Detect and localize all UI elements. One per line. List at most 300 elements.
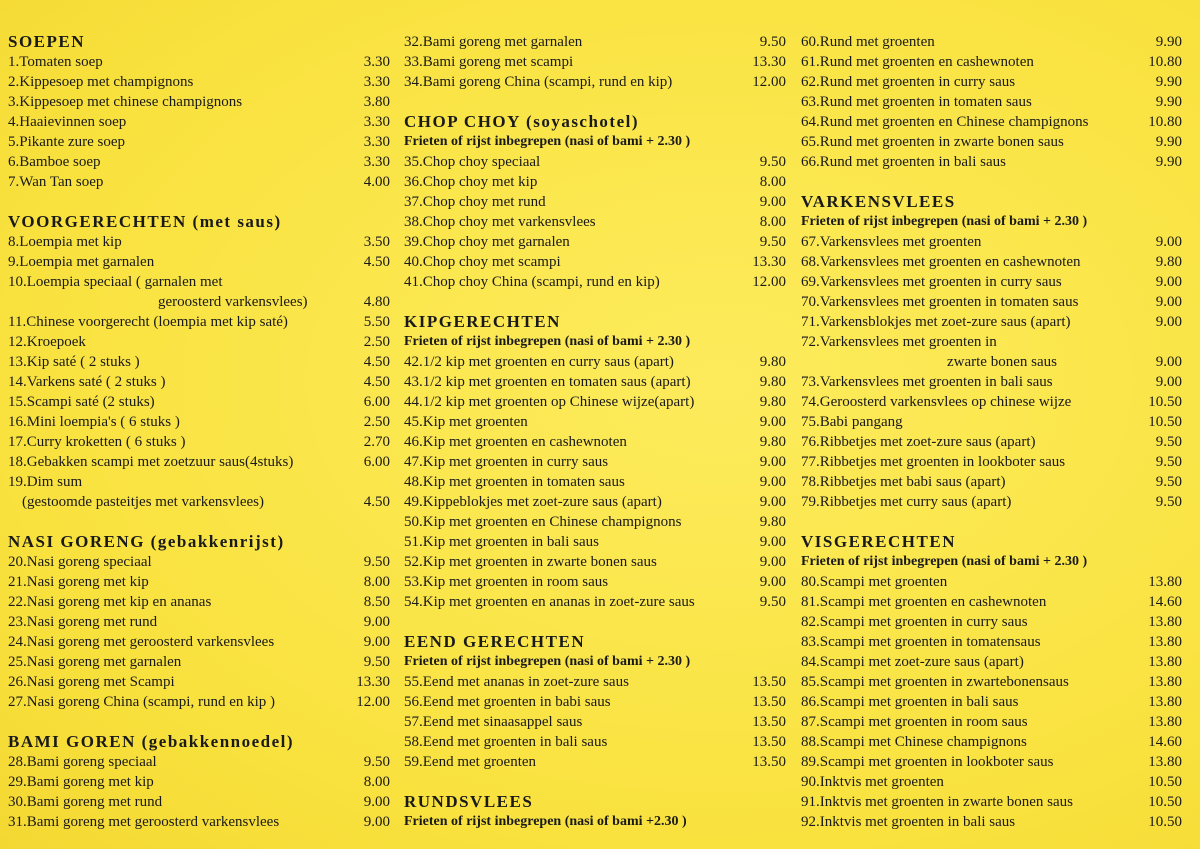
menu-item-price: 9.90 xyxy=(1155,134,1182,150)
section-soepen xyxy=(8,52,390,192)
menu-item xyxy=(801,652,1182,672)
menu-item-name: 83.Scampi met groenten in tomatensaus xyxy=(801,634,1041,650)
menu-item-name: 67.Varkensvlees met groenten xyxy=(801,234,982,250)
menu-item-name: 82.Scampi met groenten in curry saus xyxy=(801,614,1028,630)
menu-item-price: 3.30 xyxy=(363,54,390,70)
menu-item-price: 12.00 xyxy=(752,274,786,290)
menu-item-price: 3.30 xyxy=(363,154,390,170)
menu-item xyxy=(8,592,390,612)
menu-item xyxy=(404,232,786,252)
section-title-bami: BAMI GOREN (gebakkennoedel) xyxy=(8,732,295,751)
menu-item-name: 8.Loempia met kip xyxy=(8,234,122,250)
menu-item xyxy=(8,252,390,272)
menu-item-price: 10.50 xyxy=(1148,394,1182,410)
menu-item xyxy=(801,32,1182,52)
menu-item-name: 59.Eend met groenten xyxy=(404,754,537,770)
menu-item-price: 9.00 xyxy=(363,614,390,630)
menu-item-price: 12.00 xyxy=(356,694,390,710)
menu-item-price: 9.50 xyxy=(759,34,786,50)
menu-item xyxy=(404,372,786,392)
menu-item xyxy=(8,52,390,72)
menu-item-name: 73.Varkensvlees met groenten in bali saus xyxy=(801,374,1053,390)
section-chopchoy xyxy=(404,152,786,292)
menu-item-name: 88.Scampi met Chinese champignons xyxy=(801,734,1027,750)
menu-item-price: 8.00 xyxy=(363,774,390,790)
menu-item xyxy=(801,52,1182,72)
menu-item-name: 45.Kip met groenten xyxy=(404,414,528,430)
menu-item-price: 9.00 xyxy=(1155,354,1182,370)
menu-item xyxy=(801,792,1182,812)
section-title-rund: RUNDSVLEES xyxy=(404,792,534,811)
menu-item-name: 64.Rund met groenten en Chinese champignons xyxy=(801,114,1089,130)
menu-item-name: 33.Bami goreng met scampi xyxy=(404,54,574,70)
menu-item xyxy=(404,452,786,472)
menu-item xyxy=(8,172,390,192)
menu-item-price: 4.00 xyxy=(363,174,390,190)
menu-item-price: 13.80 xyxy=(1148,754,1182,770)
menu-item-name: (gestoomde pasteitjes met varkensvlees) xyxy=(22,494,265,510)
menu-item-price: 9.00 xyxy=(363,814,390,830)
section-title-soepen: SOEPEN xyxy=(8,32,86,51)
menu-item xyxy=(801,672,1182,692)
menu-item xyxy=(404,72,786,92)
menu-item-price: 10.50 xyxy=(1148,774,1182,790)
menu-item-name: 21.Nasi goreng met kip xyxy=(8,574,149,590)
menu-item xyxy=(801,432,1182,452)
menu-item-price: 9.00 xyxy=(759,454,786,470)
section-subtitle-rund: Frieten of rijst inbegrepen (nasi of bami +2.30 ) xyxy=(404,814,687,829)
menu-item-name: 71.Varkensblokjes met zoet-zure saus (apart) xyxy=(801,314,1071,330)
menu-item xyxy=(404,212,786,232)
menu-item xyxy=(801,372,1182,392)
menu-item xyxy=(801,452,1182,472)
menu-item xyxy=(8,272,390,292)
section-title-voorgerechten: VOORGERECHTEN (met saus) xyxy=(8,212,282,231)
menu-item xyxy=(8,472,390,492)
menu-item-name: 39.Chop choy met garnalen xyxy=(404,234,570,250)
menu-item-name: 12.Kroepoek xyxy=(8,334,86,350)
menu-item-name: 62.Rund met groenten in curry saus xyxy=(801,74,1016,90)
menu-item-price: 9.50 xyxy=(363,554,390,570)
menu-item-name: 31.Bami goreng met geroosterd varkensvlees xyxy=(8,814,280,830)
menu-item-name: 89.Scampi met groenten in lookboter saus xyxy=(801,754,1054,770)
section-rund xyxy=(801,32,1182,172)
section-varkens xyxy=(801,232,1182,512)
menu-item-price: 10.80 xyxy=(1148,114,1182,130)
menu-item xyxy=(8,772,390,792)
menu-item xyxy=(8,112,390,132)
section-bami xyxy=(8,752,390,832)
menu-item-price: 14.60 xyxy=(1148,594,1182,610)
menu-item-price: 3.30 xyxy=(363,134,390,150)
menu-item xyxy=(801,752,1182,772)
menu-item-name: 19.Dim sum xyxy=(8,474,83,490)
menu-item-name: 72.Varkensvlees met groenten in xyxy=(801,334,997,350)
menu-item-name: 20.Nasi goreng speciaal xyxy=(8,554,152,570)
section-voorgerechten xyxy=(8,232,390,512)
menu-item-price: 9.00 xyxy=(759,574,786,590)
menu-item-price: 12.00 xyxy=(752,74,786,90)
menu-item-price: 9.00 xyxy=(363,794,390,810)
menu-item xyxy=(801,352,1182,372)
menu-item-price: 14.60 xyxy=(1148,734,1182,750)
menu-item-name: 91.Inktvis met groenten in zwarte bonen saus xyxy=(801,794,1074,810)
section-nasi xyxy=(8,552,390,712)
menu-item-name: 50.Kip met groenten en Chinese champignons xyxy=(404,514,682,530)
menu-item-price: 3.30 xyxy=(363,74,390,90)
menu-item-price: 9.80 xyxy=(759,354,786,370)
menu-item-price: 9.00 xyxy=(363,634,390,650)
menu-column-1 xyxy=(8,32,390,832)
menu-item-name: 68.Varkensvlees met groenten en cashewnoten xyxy=(801,254,1081,270)
menu-item-price: 13.50 xyxy=(752,714,786,730)
menu-item-name: 49.Kippeblokjes met zoet-zure saus (apart) xyxy=(404,494,662,510)
menu-item xyxy=(8,132,390,152)
menu-item xyxy=(801,732,1182,752)
menu-item-name: 66.Rund met groenten in bali saus xyxy=(801,154,1006,170)
menu-item-name: 3.Kippesoep met chinese champignons xyxy=(8,94,243,110)
menu-item-price: 9.50 xyxy=(1155,454,1182,470)
section-subtitle-chopchoy: Frieten of rijst inbegrepen (nasi of bami + 2.30 ) xyxy=(404,134,691,149)
menu-item xyxy=(801,472,1182,492)
menu-item-price: 9.00 xyxy=(759,474,786,490)
menu-item-price: 13.30 xyxy=(752,254,786,270)
menu-item-price: 5.50 xyxy=(363,314,390,330)
menu-item-name: 16.Mini loempia's ( 6 stuks ) xyxy=(8,414,180,430)
menu-item-name: 41.Chop choy China (scampi, rund en kip) xyxy=(404,274,660,290)
menu-item-price: 13.30 xyxy=(752,54,786,70)
menu-item xyxy=(801,392,1182,412)
menu-item-name: 35.Chop choy speciaal xyxy=(404,154,541,170)
menu-item-price: 9.50 xyxy=(1155,494,1182,510)
menu-item xyxy=(8,232,390,252)
section-vis xyxy=(801,572,1182,832)
menu-item-price: 13.30 xyxy=(356,674,390,690)
menu-item-price: 13.80 xyxy=(1148,614,1182,630)
menu-item-name: 18.Gebakken scampi met zoetzuur saus(4stuks) xyxy=(8,454,294,470)
menu-item xyxy=(404,412,786,432)
menu-item-name: 80.Scampi met groenten xyxy=(801,574,948,590)
menu-item xyxy=(404,692,786,712)
section-title-nasi: NASI GORENG (gebakkenrijst) xyxy=(8,532,285,551)
menu-item-price: 9.00 xyxy=(1155,234,1182,250)
menu-item-name: 1.Tomaten soep xyxy=(8,54,103,70)
menu-item-name: 81.Scampi met groenten en cashewnoten xyxy=(801,594,1047,610)
menu-item-name: 5.Pikante zure soep xyxy=(8,134,126,150)
menu-item-name: 28.Bami goreng speciaal xyxy=(8,754,157,770)
menu-item-name: 70.Varkensvlees met groenten in tomaten saus xyxy=(801,294,1079,310)
menu-item-price: 9.50 xyxy=(759,154,786,170)
section-title-vis: VISGERECHTEN xyxy=(801,532,956,551)
menu-item-price: 3.30 xyxy=(363,114,390,130)
menu-item-name: 87.Scampi met groenten in room saus xyxy=(801,714,1028,730)
menu-item-price: 9.80 xyxy=(759,394,786,410)
section-subtitle-kip: Frieten of rijst inbegrepen (nasi of bami + 2.30 ) xyxy=(404,334,691,349)
menu-item xyxy=(8,452,390,472)
menu-item-name: 79.Ribbetjes met curry saus (apart) xyxy=(801,494,1012,510)
menu-item-price: 9.80 xyxy=(759,514,786,530)
menu-item-name: 15.Scampi saté (2 stuks) xyxy=(8,394,155,410)
menu-item-name: 44.1/2 kip met groenten op Chinese wijze(apart) xyxy=(404,394,695,410)
menu-item-price: 9.00 xyxy=(759,534,786,550)
menu-item xyxy=(8,612,390,632)
menu-item xyxy=(404,732,786,752)
menu-item-price: 13.50 xyxy=(752,674,786,690)
menu-item-name: 75.Babi pangang xyxy=(801,414,903,430)
menu-item-name: 32.Bami goreng met garnalen xyxy=(404,34,583,50)
menu-item-name: 63.Rund met groenten in tomaten saus xyxy=(801,94,1032,110)
menu-item-name: 69.Varkensvlees met groenten in curry saus xyxy=(801,274,1062,290)
menu-item xyxy=(404,752,786,772)
menu-item-price: 9.00 xyxy=(1155,294,1182,310)
menu-item xyxy=(8,812,390,832)
section-title-kip: KIPGERECHTEN xyxy=(404,312,561,331)
menu-item-name: 6.Bamboe soep xyxy=(8,154,101,170)
menu-item-price: 9.80 xyxy=(759,374,786,390)
menu-item xyxy=(404,512,786,532)
section-kip xyxy=(404,352,786,612)
menu-item-name: 30.Bami goreng met rund xyxy=(8,794,163,810)
menu-item xyxy=(8,412,390,432)
menu-item-name: 47.Kip met groenten in curry saus xyxy=(404,454,609,470)
menu-item xyxy=(8,292,390,312)
menu-item xyxy=(404,272,786,292)
menu-item xyxy=(404,172,786,192)
menu-item xyxy=(404,532,786,552)
menu-item-name: 92.Inktvis met groenten in bali saus xyxy=(801,814,1016,830)
menu-item-name: 27.Nasi goreng China (scampi, rund en kip ) xyxy=(8,694,276,710)
menu-item-name: 13.Kip saté ( 2 stuks ) xyxy=(8,354,140,370)
menu-item-price: 9.90 xyxy=(1155,74,1182,90)
menu-item-name: 14.Varkens saté ( 2 stuks ) xyxy=(8,374,166,390)
menu-item xyxy=(404,152,786,172)
menu-item-price: 2.50 xyxy=(363,334,390,350)
menu-item-name: 46.Kip met groenten en cashewnoten xyxy=(404,434,627,450)
menu-item-price: 8.00 xyxy=(759,214,786,230)
menu-item-price: 13.50 xyxy=(752,734,786,750)
menu-item-name: 86.Scampi met groenten in bali saus xyxy=(801,694,1019,710)
menu-item xyxy=(801,112,1182,132)
menu-item xyxy=(8,92,390,112)
menu-item xyxy=(8,352,390,372)
menu-item-price: 4.50 xyxy=(363,374,390,390)
menu-item-price: 9.90 xyxy=(1155,34,1182,50)
menu-item xyxy=(8,492,390,512)
menu-item-name: 26.Nasi goreng met Scampi xyxy=(8,674,175,690)
menu-item xyxy=(8,432,390,452)
menu-item-price: 9.50 xyxy=(759,594,786,610)
menu-item-price: 9.00 xyxy=(1155,274,1182,290)
menu-item-name: 17.Curry kroketten ( 6 stuks ) xyxy=(8,434,186,450)
menu-item-name: 11.Chinese voorgerecht (loempia met kip saté) xyxy=(8,314,288,330)
menu-item-price: 8.00 xyxy=(759,174,786,190)
menu-item-price: 9.80 xyxy=(1155,254,1182,270)
menu-item xyxy=(801,132,1182,152)
menu-item-name: 48.Kip met groenten in tomaten saus xyxy=(404,474,625,490)
menu-item xyxy=(801,332,1182,352)
menu-item xyxy=(801,712,1182,732)
menu-item-name: geroosterd varkensvlees) xyxy=(158,294,308,310)
menu-item xyxy=(8,372,390,392)
menu-item xyxy=(8,152,390,172)
menu-item xyxy=(8,632,390,652)
menu-item xyxy=(8,652,390,672)
menu-item-name: 58.Eend met groenten in bali saus xyxy=(404,734,608,750)
menu-item xyxy=(404,52,786,72)
menu-item xyxy=(801,812,1182,832)
menu-item-price: 13.80 xyxy=(1148,574,1182,590)
menu-item-price: 9.50 xyxy=(1155,434,1182,450)
menu-item-name: 61.Rund met groenten en cashewnoten xyxy=(801,54,1034,70)
menu-item xyxy=(801,292,1182,312)
menu-item-name: 65.Rund met groenten in zwarte bonen saus xyxy=(801,134,1064,150)
menu-item xyxy=(801,152,1182,172)
menu-item xyxy=(8,572,390,592)
menu-item xyxy=(8,692,390,712)
menu-item-price: 13.80 xyxy=(1148,714,1182,730)
menu-item xyxy=(801,272,1182,292)
menu-item-name: 42.1/2 kip met groenten en curry saus (apart) xyxy=(404,354,674,370)
menu-item xyxy=(404,352,786,372)
menu-item xyxy=(801,632,1182,652)
menu-item-price: 4.80 xyxy=(363,294,390,310)
menu-item-price: 6.00 xyxy=(363,394,390,410)
menu-item-price: 9.50 xyxy=(759,234,786,250)
menu-item-name: 54.Kip met groenten en ananas in zoet-zure saus xyxy=(404,594,695,610)
menu-item xyxy=(8,552,390,572)
menu-item xyxy=(801,412,1182,432)
menu-item xyxy=(404,392,786,412)
menu-item xyxy=(404,192,786,212)
menu-item-name: 90.Inktvis met groenten xyxy=(801,774,944,790)
menu-item-name: 4.Haaievinnen soep xyxy=(8,114,127,130)
menu-item-name: 74.Geroosterd varkensvlees op chinese wijze xyxy=(801,394,1072,410)
menu-item-name: 23.Nasi goreng met rund xyxy=(8,614,158,630)
menu-item xyxy=(404,472,786,492)
menu-item-name: 34.Bami goreng China (scampi, rund en kip) xyxy=(404,74,673,90)
section-subtitle-varkens: Frieten of rijst inbegrepen (nasi of bami + 2.30 ) xyxy=(801,214,1088,229)
menu-item xyxy=(404,672,786,692)
menu-item-name: 51.Kip met groenten in bali saus xyxy=(404,534,599,550)
menu-item-name: 29.Bami goreng met kip xyxy=(8,774,154,790)
menu-item-name: 52.Kip met groenten in zwarte bonen saus xyxy=(404,554,657,570)
menu-item-price: 9.00 xyxy=(759,554,786,570)
section-subtitle-vis: Frieten of rijst inbegrepen (nasi of bami + 2.30 ) xyxy=(801,554,1088,569)
menu-item xyxy=(404,252,786,272)
menu-item xyxy=(801,312,1182,332)
menu-item-price: 10.50 xyxy=(1148,414,1182,430)
menu-item-name: 2.Kippesoep met champignons xyxy=(8,74,194,90)
menu-item-price: 13.80 xyxy=(1148,634,1182,650)
menu-item xyxy=(801,692,1182,712)
menu-item-name: 38.Chop choy met varkensvlees xyxy=(404,214,596,230)
menu-item-name: 60.Rund met groenten xyxy=(801,34,935,50)
menu-item-price: 9.00 xyxy=(759,194,786,210)
menu-item-name: 10.Loempia speciaal ( garnalen met xyxy=(8,274,223,290)
menu-item xyxy=(404,492,786,512)
menu-item-price: 9.00 xyxy=(759,414,786,430)
menu-item xyxy=(8,312,390,332)
menu-item-price: 2.50 xyxy=(363,414,390,430)
menu-item-price: 9.90 xyxy=(1155,154,1182,170)
menu-item-name: 76.Ribbetjes met zoet-zure saus (apart) xyxy=(801,434,1036,450)
menu-item-name: zwarte bonen saus xyxy=(947,354,1057,370)
menu-item xyxy=(801,492,1182,512)
menu-item xyxy=(8,392,390,412)
menu-item-price: 9.80 xyxy=(759,434,786,450)
menu-item-name: 24.Nasi goreng met geroosterd varkensvlees xyxy=(8,634,275,650)
menu-item-price: 10.80 xyxy=(1148,54,1182,70)
menu-item-name: 56.Eend met groenten in babi saus xyxy=(404,694,611,710)
section-title-eend: EEND GERECHTEN xyxy=(404,632,586,651)
menu-item-name: 7.Wan Tan soep xyxy=(8,174,104,190)
menu-item xyxy=(801,572,1182,592)
menu-item-price: 9.90 xyxy=(1155,94,1182,110)
menu-item xyxy=(8,752,390,772)
menu-item-price: 13.80 xyxy=(1148,654,1182,670)
menu-item xyxy=(801,232,1182,252)
menu-item-price: 8.50 xyxy=(363,594,390,610)
menu-item xyxy=(801,772,1182,792)
menu-item xyxy=(404,572,786,592)
menu-item xyxy=(404,712,786,732)
menu-item xyxy=(404,432,786,452)
menu-item-price: 2.70 xyxy=(363,434,390,450)
section-title-chopchoy: CHOP CHOY (soyaschotel) xyxy=(404,112,640,131)
menu-item-price: 9.50 xyxy=(363,654,390,670)
menu-item-price: 4.50 xyxy=(363,354,390,370)
menu-item xyxy=(801,612,1182,632)
menu-item-price: 9.50 xyxy=(363,754,390,770)
menu-item-name: 55.Eend met ananas in zoet-zure saus xyxy=(404,674,629,690)
menu-item-name: 84.Scampi met zoet-zure saus (apart) xyxy=(801,654,1024,670)
menu-item-name: 85.Scampi met groenten in zwartebonensaus xyxy=(801,674,1069,690)
menu-item xyxy=(404,552,786,572)
menu-item xyxy=(801,72,1182,92)
menu-item xyxy=(801,92,1182,112)
menu-item-name: 22.Nasi goreng met kip en ananas xyxy=(8,594,212,610)
menu-item-price: 13.80 xyxy=(1148,694,1182,710)
menu-item-price: 9.00 xyxy=(759,494,786,510)
menu-item-price: 10.50 xyxy=(1148,794,1182,810)
section-subtitle-eend: Frieten of rijst inbegrepen (nasi of bami + 2.30 ) xyxy=(404,654,691,669)
menu-item-price: 4.50 xyxy=(363,494,390,510)
menu-item xyxy=(801,252,1182,272)
menu-item-name: 36.Chop choy met kip xyxy=(404,174,538,190)
menu-item-price: 13.80 xyxy=(1148,674,1182,690)
menu-item xyxy=(8,792,390,812)
menu-item-name: 53.Kip met groenten in room saus xyxy=(404,574,609,590)
menu-item-name: 43.1/2 kip met groenten en tomaten saus (apart) xyxy=(404,374,691,390)
menu-item-price: 9.00 xyxy=(1155,314,1182,330)
menu-item-price: 9.00 xyxy=(1155,374,1182,390)
menu-item-price: 6.00 xyxy=(363,454,390,470)
menu-item-price: 13.50 xyxy=(752,754,786,770)
menu-item-name: 9.Loempia met garnalen xyxy=(8,254,155,270)
menu-item-name: 77.Ribbetjes met groenten in lookboter saus xyxy=(801,454,1066,470)
menu-item-price: 10.50 xyxy=(1148,814,1182,830)
menu-item-name: 57.Eend met sinaasappel saus xyxy=(404,714,583,730)
menu-item xyxy=(8,332,390,352)
section-eend xyxy=(404,672,786,772)
section-title-varkens: VARKENSVLEES xyxy=(801,192,956,211)
menu-item-name: 78.Ribbetjes met babi saus (apart) xyxy=(801,474,1006,490)
menu-item-price: 3.80 xyxy=(363,94,390,110)
menu-column-3 xyxy=(801,32,1182,832)
menu-item xyxy=(801,592,1182,612)
menu-item-name: 37.Chop choy met rund xyxy=(404,194,546,210)
section-bami-continued xyxy=(404,32,786,92)
